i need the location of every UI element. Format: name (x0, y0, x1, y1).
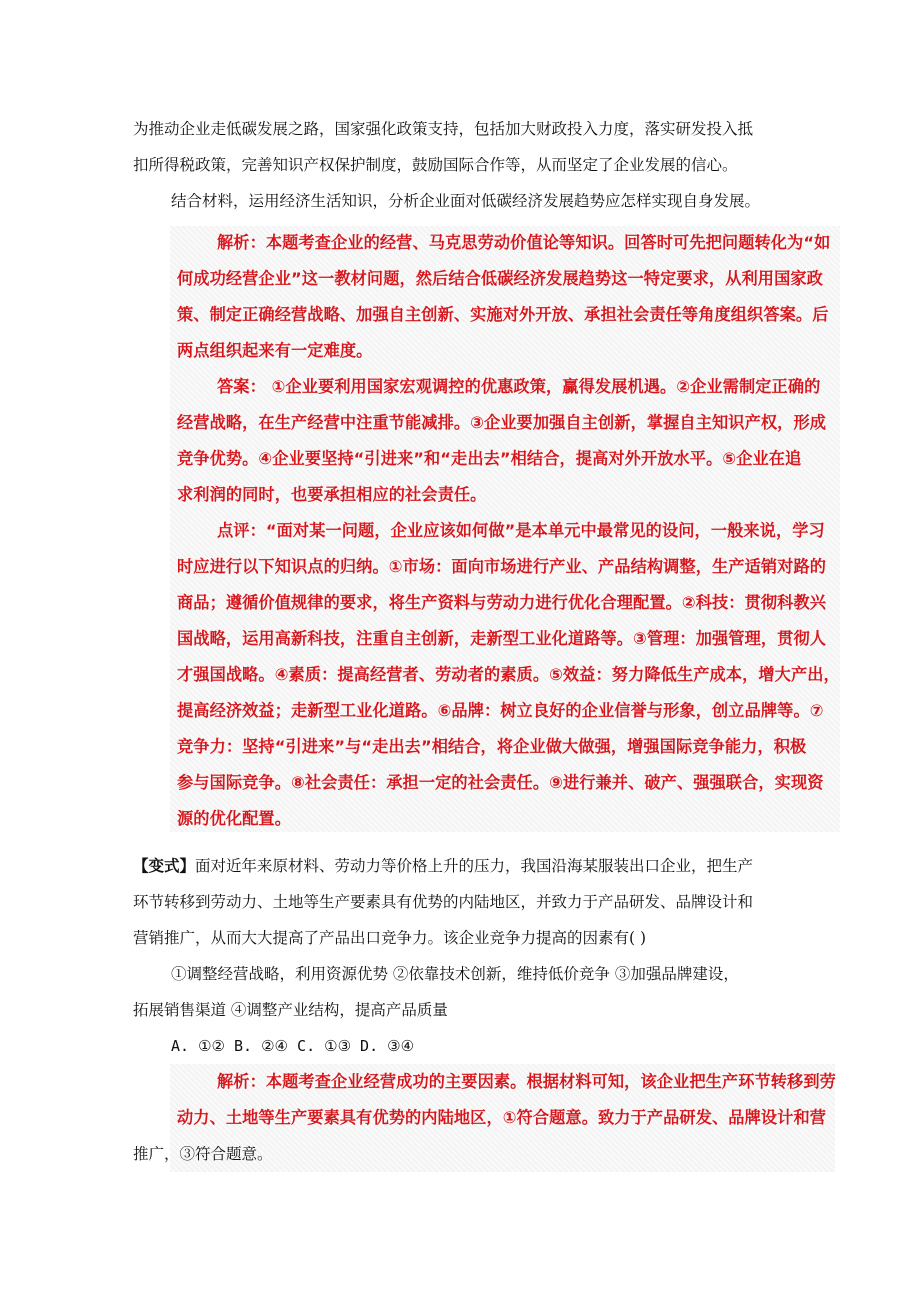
comment-line-2: 时应进行以下知识点的归纳。①市场：面向市场进行产业、产品结构调整，生产适销对路的 (177, 557, 827, 576)
variant-analysis-line-1: 解析：本题考查企业经营成功的主要因素。根据材料可知，该企业把生产环节转移到劳 (217, 1072, 836, 1091)
comment-line-7: 竞争力：坚持“引进来”与“走出去”相结合，将企业做大做强，增强国际竞争能力，积极 (177, 737, 807, 756)
comment-line-6: 提高经济效益；走新型工业化道路。⑥品牌：树立良好的企业信誉与形象，创立品牌等。⑦ (177, 701, 824, 720)
comment-line-4: 国战略，运用高新科技，注重自主创新，走新型工业化道路等。③管理：加强管理，贯彻人 (177, 629, 827, 648)
analysis-line-4: 两点组织起来有一定难度。 (177, 341, 373, 360)
variant-text-1: 面对近年来原材料、劳动力等价格上升的压力，我国沿海某服装出口企业，把生产 (195, 857, 754, 875)
variant-analysis-line-3: 推广，③符合题意。 (133, 1145, 273, 1163)
comment-line-3: 商品；遵循价值规律的要求，将生产资料与劳动力进行优化合理配置。②科技：贯彻科教兴 (177, 593, 827, 612)
variant-line-1 (133, 855, 753, 877)
variant-tag: 【变式】 (133, 856, 196, 875)
variant-analysis-line-2: 动力、土地等生产要素具有优势的内陆地区，①符合题意。致力于产品研发、品牌设计和营 (177, 1108, 827, 1127)
question-text: 结合材料，运用经济生活知识，分析企业面对低碳经济发展趋势应怎样实现自身发展。 (171, 192, 761, 210)
comment-line-1: 点评：“面对某一问题，企业应该如何做”是本单元中最常见的设问，一般来说，学习 (217, 521, 825, 540)
answer-line-1: 答案： ①企业要利用国家宏观调控的优惠政策，赢得发展机遇。②企业需制定正确的 (217, 377, 821, 396)
comment-line-8: 参与国际竞争。⑧社会责任：承担一定的社会责任。⑨进行兼并、破产、强强联合，实现资 (177, 773, 824, 792)
answer-line-4: 求利润的同时，也要承担相应的社会责任。 (177, 485, 487, 504)
answer-line-2: 经营战略，在生产经营中注重节能减排。③企业要加强自主创新，掌握自主知识产权，形成 (177, 413, 827, 432)
intro-line-2: 扣所得税政策，完善知识产权保护制度，鼓励国际合作等，从而坚定了企业发展的信心。 (133, 156, 738, 174)
variant-line-2: 环节转移到劳动力、土地等生产要素具有优势的内陆地区，并致力于产品研发、品牌设计和 (133, 893, 754, 911)
comment-line-9: 源的优化配置。 (177, 809, 292, 828)
intro-line-1: 为推动企业走低碳发展之路，国家强化政策支持，包括加大财政投入力度，落实研发投入抵 (133, 120, 754, 138)
answer-line-3: 竞争优势。④企业要坚持“引进来”和“走出去”相结合，提高对外开放水平。⑤企业在追 (177, 449, 802, 468)
variant-line-3: 营销推广，从而大大提高了产品出口竞争力。该企业竞争力提高的因素有( ) (133, 929, 647, 947)
variant-options-line-2: 拓展销售渠道 ④调整产业结构，提高产品质量 (133, 1001, 448, 1019)
analysis-line-3: 策、制定正确经营战略、加强自主创新、实施对外开放、承担社会责任等角度组织答案。后 (177, 305, 829, 324)
analysis-line-1: 解析：本题考查企业的经营、马克思劳动价值论等知识。回答时可先把问题转化为“如 (217, 233, 831, 252)
comment-line-5: 才强国战略。④素质：提高经营者、劳动者的素质。⑤效益：努力降低生产成本，增大产出， (177, 665, 840, 684)
variant-choices: A. ①② B. ②④ C. ①③ D. ③④ (171, 1037, 415, 1055)
analysis-line-2: 何成功经营企业”这一教材问题，然后结合低碳经济发展趋势这一特定要求，从利用国家政 (177, 269, 823, 288)
variant-options-line-1: ①调整经营战略，利用资源优势 ②依靠技术创新，维持低价竞争 ③加强品牌建设， (171, 965, 739, 983)
